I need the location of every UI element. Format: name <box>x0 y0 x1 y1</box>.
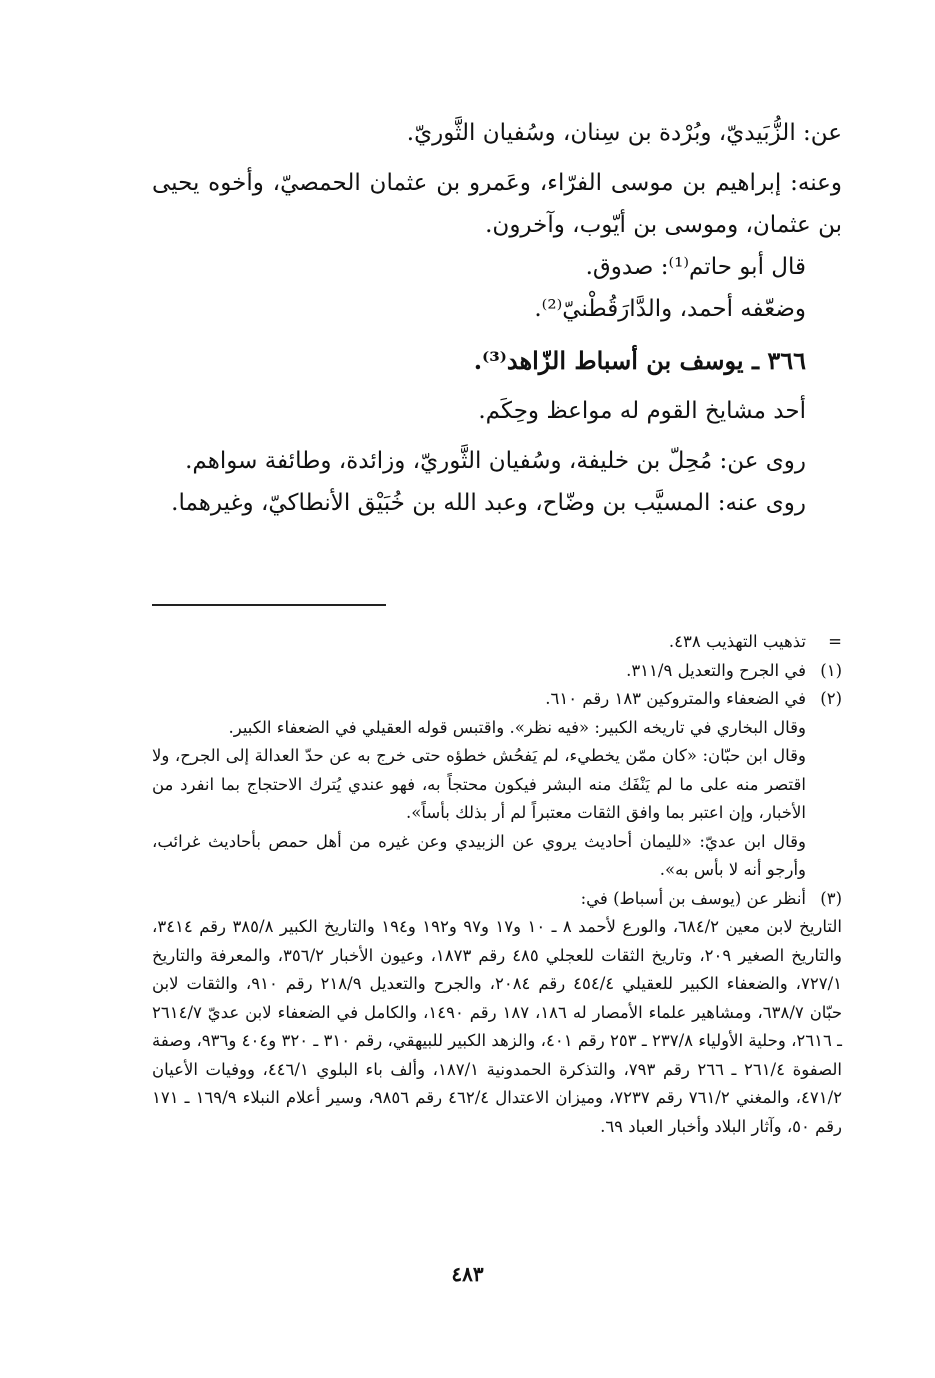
footnote-2-bukhari: وقال البخاري في تاريخه الكبير: «فيه نظر». واقتبس قوله العقيلي في الضعفاء الكبير. <box>228 717 806 737</box>
paragraph-weakened: وضعّفه أحمد، والدَّارَقُطْنيّ⁽²⁾. <box>534 296 806 322</box>
footnote-marker: (١) <box>820 660 842 680</box>
entry-heading: ٣٦٦ ـ يوسف بن أسباط الزّاهد⁽³⁾. <box>473 346 806 375</box>
footnote-text: في الجرح والتعديل ٣١١/٩. <box>626 660 806 680</box>
footnote-3 <box>152 885 842 914</box>
footnote-divider <box>152 604 386 606</box>
paragraph-narrated-from: عن: الزُّبَيديّ، وبُرْدة بن سِنان، وسُفيان الثَّوريّ. <box>406 120 842 146</box>
footnote-text: في الضعفاء والمتروكين ١٨٣ رقم ٦١٠. <box>545 689 806 708</box>
footnote-2-ibn-hibban: وقال ابن حبّان: «كان ممّن يخطيء، لم يَفحُش خطؤه حتى خرج به عن حدّ العدالة إلى الجرح، ولا اقتصر منه على ما لم يَنْفَك منه البشر فيكون محتجاً به، فهو عندي يُترك الاحتجاج بما انفرد من الأخبار، وإن اعتبر بما وافق الثقات معتبراً لم أر بذلك بأساً». <box>152 746 806 822</box>
footnotes <box>152 628 842 1141</box>
paragraph-abu-hatim: قال أبو حاتم⁽¹⁾: صدوق. <box>585 254 806 280</box>
footnote-continuation <box>152 628 842 657</box>
paragraph-narrated-from-2: روى عن: مُحِلّ بن خليفة، وسُفيان الثَّوريّ، وزائدة، وطائفة سواهم. <box>185 448 806 474</box>
paragraph-narrated-by: روى عنه: المسيَّب بن وضّاح، وعبد الله بن خُبَيْق الأنطاكيّ، وغيرهما. <box>171 490 806 516</box>
footnote-marker: = <box>828 632 842 651</box>
footnote-marker: (٢) <box>820 689 842 708</box>
paragraph-narrators: وعنه: إبراهيم بن موسى الفرّاء، وعَمرو بن عثمان الحمصيّ، وأخوه يحيى بن عثمان، وموسى بن أيّوب، وآخرون. <box>152 170 842 238</box>
footnote-3-sources: التاريخ لابن معين ٦٨٤/٢، والورع لأحمد ٨ ـ ١٠ و١٧ و٩٧ و١٩٢ و١٩٤ والتاريخ الكبير ٣٨٥/٨ رقم ٣٤١٤، والتاريخ الصغير ٢٠٩، وتاريخ الثقات للعجلي ٤٨٥ رقم ١٨٧٣، وعيون الأخبار ٣٥٦/٢، والمعرفة والتاريخ ٧٢٧/١، والضعفاء الكبير للعقيلي ٤٥٤/٤ رقم ٢٠٨٤، والجرح والتعديل ٢١٨/٩ رقم ٩١٠، والثقات لابن حبّان ٦٣٨/٧، ومشاهير علماء الأمصار له ١٨٦، ١٨٧ رقم ١٤٩٠، والكامل في الضعفاء لابن عديّ ٢٦١٤/٧ ـ ٢٦١٦، وحلية الأولياء ٢٣٧/٨ ـ ٢٥٣ رقم ٤٠١، والزهد الكبير للبيهقي، رقم ٣١٠ ـ ٣٢٠ و٤٠٤ و٩٣٦، وصفة الصفوة ٢٦١/٤ ـ ٢٦٦ رقم ٧٩٣، والتذكرة الحمدونية ١٨٧/١، وألف باء البلوي ٤٤٦/١، ووفيات الأعيان ٤٧١/٢، والمغني ٧٦١/٢ رقم ٧٢٣٧، وميزان الاعتدال ٤٦٢/٤ رقم ٩٨٥٦، وسير أعلام النبلاء ١٦٩/٩ ـ ١٧١ رقم ٥٠، وآثار البلاد وأخبار العباد ٦٩. <box>152 917 843 1136</box>
paragraph-description: أحد مشايخ القوم له مواعظ وحِكَم. <box>478 398 806 424</box>
footnote-text: أنظر عن (يوسف بن أسباط) في: <box>580 888 806 908</box>
footnote-2-ibn-adi: وقال ابن عديّ: «لليمان أحاديث يروي عن الزبيدي وعن غيره من أهل حمص بأحاديث غرائب، وأرجو أنه لا بأس به». <box>152 831 806 879</box>
footnote-marker: (٣) <box>820 888 842 908</box>
footnote-text: تذهيب التهذيب ٤٣٨. <box>668 632 806 651</box>
footnote-1 <box>152 657 842 686</box>
page-number: ٤٨٣ <box>451 1262 484 1286</box>
footnote-2 <box>152 685 842 714</box>
main-text <box>152 112 842 524</box>
